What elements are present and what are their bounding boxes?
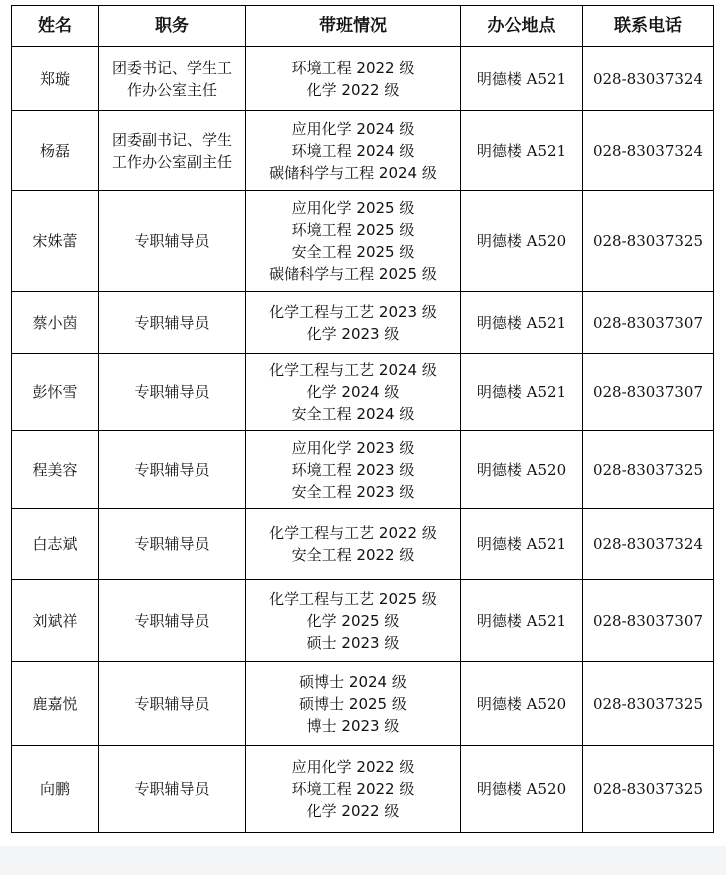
class-entry: 化学 2022 级	[306, 80, 400, 99]
cell-role	[99, 746, 246, 833]
class-entry: 化学 2025 级	[306, 611, 400, 630]
cell-classes	[246, 509, 461, 580]
cell-role	[99, 431, 246, 509]
class-entry: 环境工程 2023 级	[291, 460, 415, 479]
cell-office: 明德楼 A521	[461, 111, 583, 191]
cell-role	[99, 191, 246, 292]
role-text: 专职辅导员	[134, 383, 210, 401]
cell-name: 白志斌	[12, 509, 99, 580]
class-entry: 环境工程 2024 级	[291, 141, 415, 160]
cell-role	[99, 354, 246, 431]
class-entry: 安全工程 2023 级	[291, 482, 415, 501]
class-entry: 化学工程与工艺 2022 级	[269, 524, 437, 542]
class-entry: 环境工程 2022 级	[291, 58, 415, 77]
class-entry: 硕士 2023 级	[306, 633, 400, 652]
role-text: 团委副书记、学生工作办公室副主任	[111, 130, 232, 171]
header-office: 办公地点	[461, 6, 583, 47]
class-entry: 碳储科学与工程 2025 级	[269, 265, 437, 283]
cell-office: 明德楼 A520	[461, 191, 583, 292]
cell-role	[99, 111, 246, 191]
cell-role	[99, 47, 246, 111]
role-text: 专职辅导员	[134, 611, 210, 630]
class-entry: 环境工程 2025 级	[291, 221, 415, 239]
cell-office: 明德楼 A521	[461, 580, 583, 662]
cell-name: 郑璇	[12, 47, 99, 111]
table-row	[12, 746, 714, 833]
header-phone: 联系电话	[583, 6, 714, 47]
table-row	[12, 662, 714, 746]
role-text: 团委书记、学生工作办公室主任	[111, 58, 232, 99]
class-entry: 安全工程 2024 级	[291, 405, 415, 423]
cell-phone: 028-83037325	[583, 191, 714, 292]
class-entry: 化学 2023 级	[306, 324, 400, 343]
role-text: 专职辅导员	[134, 460, 210, 479]
table-row	[12, 580, 714, 662]
cell-role	[99, 292, 246, 354]
class-entry: 碳储科学与工程 2024 级	[269, 163, 437, 182]
class-entry: 化学 2022 级	[306, 802, 400, 820]
class-entry: 安全工程 2025 级	[291, 243, 415, 261]
class-entry: 安全工程 2022 级	[291, 546, 415, 564]
class-entry: 应用化学 2024 级	[291, 119, 415, 138]
cell-classes	[246, 580, 461, 662]
cell-phone: 028-83037325	[583, 746, 714, 833]
table-row	[12, 431, 714, 509]
role-text: 专职辅导员	[134, 313, 210, 332]
cell-phone: 028-83037307	[583, 580, 714, 662]
role-text: 专职辅导员	[134, 535, 210, 553]
class-entry: 应用化学 2022 级	[291, 758, 415, 776]
table-body	[12, 47, 714, 833]
cell-office: 明德楼 A521	[461, 292, 583, 354]
role-text: 专职辅导员	[134, 694, 210, 713]
cell-name: 程美容	[12, 431, 99, 509]
cell-office: 明德楼 A520	[461, 746, 583, 833]
cell-role	[99, 580, 246, 662]
cell-classes	[246, 354, 461, 431]
cell-phone: 028-83037325	[583, 662, 714, 746]
cell-phone: 028-83037325	[583, 431, 714, 509]
cell-phone: 028-83037324	[583, 509, 714, 580]
cell-role	[99, 662, 246, 746]
cell-phone: 028-83037324	[583, 47, 714, 111]
table-row	[12, 292, 714, 354]
cell-classes	[246, 292, 461, 354]
cell-classes	[246, 746, 461, 833]
cell-name: 彭怀雪	[12, 354, 99, 431]
class-entry: 应用化学 2025 级	[291, 199, 415, 217]
cell-classes	[246, 111, 461, 191]
cell-office: 明德楼 A520	[461, 662, 583, 746]
class-entry: 化学工程与工艺 2023 级	[269, 302, 437, 321]
cell-classes	[246, 191, 461, 292]
staff-table	[11, 5, 714, 833]
table-row	[12, 111, 714, 191]
cell-name: 杨磊	[12, 111, 99, 191]
class-entry: 应用化学 2023 级	[291, 438, 415, 457]
class-entry: 硕博士 2024 级	[299, 672, 407, 691]
cell-phone: 028-83037307	[583, 292, 714, 354]
cell-phone: 028-83037307	[583, 354, 714, 431]
header-classes: 带班情况	[246, 6, 461, 47]
class-entry: 化学 2024 级	[306, 383, 400, 401]
header-role: 职务	[99, 6, 246, 47]
cell-office: 明德楼 A521	[461, 354, 583, 431]
cell-name: 鹿嘉悦	[12, 662, 99, 746]
cell-classes	[246, 431, 461, 509]
table-row	[12, 191, 714, 292]
cell-name: 刘斌祥	[12, 580, 99, 662]
class-entry: 环境工程 2022 级	[291, 780, 415, 798]
header-name: 姓名	[12, 6, 99, 47]
cell-office: 明德楼 A521	[461, 509, 583, 580]
class-entry: 硕博士 2025 级	[299, 694, 407, 713]
cell-name: 蔡小茵	[12, 292, 99, 354]
class-entry: 化学工程与工艺 2025 级	[269, 589, 437, 608]
class-entry: 博士 2023 级	[306, 716, 400, 735]
table-row	[12, 47, 714, 111]
table-row	[12, 354, 714, 431]
role-text: 专职辅导员	[134, 780, 210, 798]
cell-name: 向鹏	[12, 746, 99, 833]
role-text: 专职辅导员	[134, 232, 210, 250]
table-row	[12, 509, 714, 580]
cell-classes	[246, 47, 461, 111]
cell-office: 明德楼 A520	[461, 431, 583, 509]
cell-office: 明德楼 A521	[461, 47, 583, 111]
cell-role	[99, 509, 246, 580]
cell-phone: 028-83037324	[583, 111, 714, 191]
cell-classes	[246, 662, 461, 746]
class-entry: 化学工程与工艺 2024 级	[269, 361, 437, 379]
cell-name: 宋姝蕾	[12, 191, 99, 292]
table-header-row	[12, 6, 714, 47]
